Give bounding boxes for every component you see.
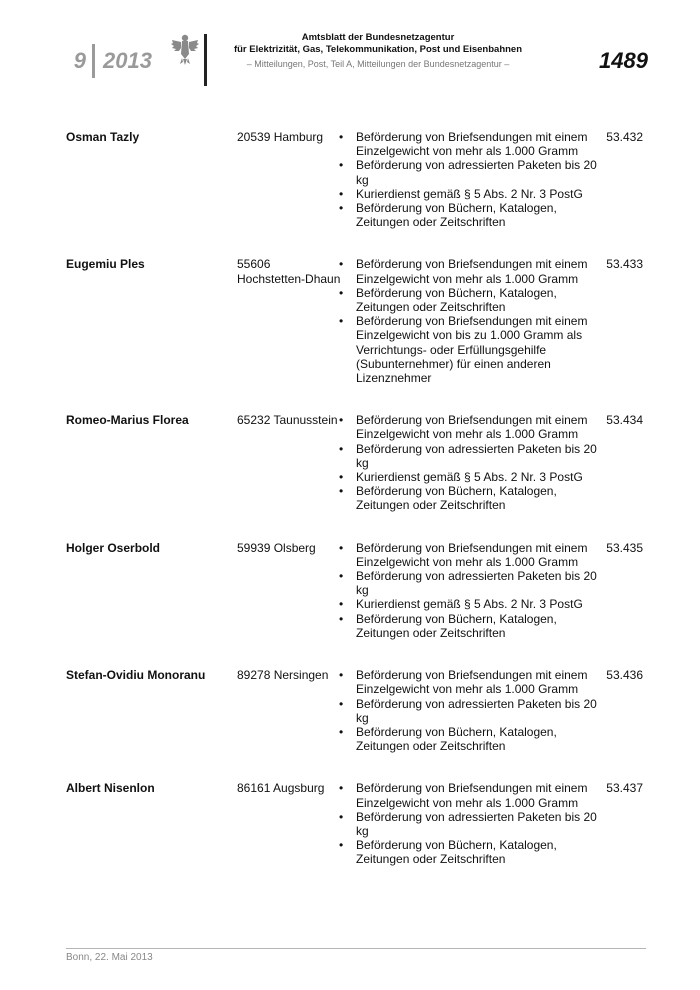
licensee-city: 65232 Taunusstein	[237, 413, 338, 428]
footer-date: Bonn, 22. Mai 2013	[66, 952, 153, 963]
license-entry	[66, 541, 646, 640]
service-item: • Beförderung von Büchern, Katalogen, Zeitungen oder Zeitschriften	[338, 484, 602, 512]
service-list	[338, 130, 602, 229]
service-item: • Beförderung von adressierten Paketen bis 20 kg	[338, 569, 602, 597]
service-item: • Beförderung von adressierten Paketen bis 20 kg	[338, 697, 602, 725]
service-list	[338, 781, 602, 866]
service-item: • Beförderung von adressierten Paketen bis 20 kg	[338, 158, 602, 186]
service-item: • Beförderung von Büchern, Katalogen, Zeitungen oder Zeitschriften	[338, 612, 602, 640]
service-item: • Beförderung von adressierten Paketen bis 20 kg	[338, 810, 602, 838]
license-number: 53.436	[606, 668, 643, 683]
licensee-name: Eugemiu Ples	[66, 257, 145, 272]
publication-title-line1: Amtsblatt der Bundesnetzagentur	[301, 32, 455, 43]
licensee-name: Romeo-Marius Florea	[66, 413, 189, 428]
licensee-name: Stefan-Ovidiu Monoranu	[66, 668, 206, 683]
license-entry	[66, 413, 646, 512]
service-item: • Kurierdienst gemäß § 5 Abs. 2 Nr. 3 PostG	[338, 187, 602, 201]
license-entry	[66, 257, 646, 385]
service-list	[338, 413, 602, 512]
service-item: • Beförderung von adressierten Paketen bis 20 kg	[338, 442, 602, 470]
licensee-name: Osman Tazly	[66, 130, 140, 144]
service-item: • Beförderung von Briefsendungen mit einem Einzelgewicht von mehr als 1.000 Gramm	[338, 541, 602, 569]
service-item: • Beförderung von Büchern, Katalogen, Zeitungen oder Zeitschriften	[338, 286, 602, 314]
service-item: • Beförderung von Briefsendungen mit einem Einzelgewicht von mehr als 1.000 Gramm	[338, 257, 602, 285]
page-number: 1489	[599, 48, 648, 73]
service-list	[338, 541, 602, 640]
license-number: 53.437	[606, 781, 643, 796]
license-number: 53.432	[606, 130, 643, 144]
service-item: • Kurierdienst gemäß § 5 Abs. 2 Nr. 3 PostG	[338, 470, 602, 484]
licensee-name: Holger Oserbold	[66, 540, 161, 555]
issue-year: 2013	[103, 48, 152, 73]
service-list	[338, 257, 602, 385]
licensee-name: Albert Nisenlon	[66, 781, 155, 796]
issue-number: 9	[73, 48, 86, 73]
license-entry	[66, 130, 646, 229]
licensee-city: 86161 Augsburg	[237, 781, 325, 796]
service-item: • Kurierdienst gemäß § 5 Abs. 2 Nr. 3 PostG	[338, 597, 602, 611]
issue-divider	[92, 44, 95, 78]
service-item: • Beförderung von Büchern, Katalogen, Zeitungen oder Zeitschriften	[338, 201, 602, 229]
service-list	[338, 668, 602, 753]
licensee-city: 55606 Hochstetten-Dhaun	[237, 257, 341, 286]
service-item: • Beförderung von Briefsendungen mit einem Einzelgewicht von mehr als 1.000 Gramm	[338, 413, 602, 441]
service-item: • Beförderung von Büchern, Katalogen, Zeitungen oder Zeitschriften	[338, 725, 602, 753]
licensee-city: 59939 Olsberg	[237, 540, 316, 555]
licensee-city: 89278 Nersingen	[237, 668, 329, 683]
service-item: • Beförderung von Briefsendungen mit einem Einzelgewicht von mehr als 1.000 Gramm	[338, 130, 602, 158]
license-number: 53.434	[606, 413, 643, 428]
license-entry	[66, 668, 646, 753]
service-item: • Beförderung von Briefsendungen mit einem Einzelgewicht von mehr als 1.000 Gramm	[338, 781, 602, 809]
licensee-city: 20539 Hamburg	[237, 130, 324, 144]
license-list	[66, 130, 646, 895]
federal-eagle-icon	[170, 32, 200, 66]
publication-title	[228, 32, 528, 56]
publication-title-line2: für Elektrizität, Gas, Telekommunikation, Post und Eisenbahnen	[233, 44, 523, 55]
service-item: • Beförderung von Briefsendungen mit einem Einzelgewicht von mehr als 1.000 Gramm	[338, 668, 602, 696]
service-item: • Beförderung von Büchern, Katalogen, Zeitungen oder Zeitschriften	[338, 838, 602, 866]
license-entry	[66, 781, 646, 866]
header-separator	[204, 34, 207, 86]
issue-label	[48, 44, 152, 78]
publication-subtitle: – Mitteilungen, Post, Teil A, Mitteilungen der Bundesnetzagentur –	[246, 59, 510, 69]
license-number: 53.435	[606, 540, 643, 555]
footer-rule	[66, 948, 646, 949]
license-number: 53.433	[606, 257, 643, 272]
service-item: • Beförderung von Briefsendungen mit einem Einzelgewicht von bis zu 1.000 Gramm als Verrichtungs- oder Erfüllungsgehilfe (Subunternehmer) für einen anderen Lizenznehmer	[338, 314, 602, 385]
